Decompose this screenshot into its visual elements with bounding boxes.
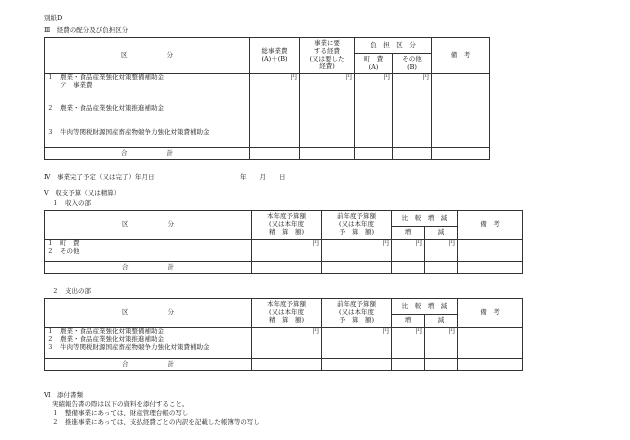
expense-table — [44, 298, 523, 371]
section6-intro: 実績報告書の際は以下の資料を添付すること。 — [52, 400, 189, 408]
unit-yen: 円 — [355, 74, 393, 148]
header-current-budget: 本年度予算額 (又は本年度 精 算 額) — [252, 299, 322, 328]
unit-yen: 円 — [392, 240, 425, 262]
unit-yen: 円 — [300, 74, 355, 148]
header-increase: 増 — [392, 315, 425, 328]
total-cell — [458, 262, 523, 274]
table2-row-items: １ 町 費 ２ その他 — [45, 240, 252, 262]
header-burden: 負 担 区 分 — [355, 38, 432, 54]
remarks-cell — [458, 328, 523, 359]
header-kubun: 区 分 — [45, 299, 252, 328]
unit-yen: 円 — [393, 74, 432, 148]
total-label: 合 計 — [45, 148, 250, 160]
header-previous-budget: 前年度予算額 (又は本年度 予 算 額) — [322, 299, 392, 328]
header-increase: 増 — [392, 227, 425, 240]
section4-date: 年 月 日 — [240, 173, 286, 181]
total-cell — [392, 262, 425, 274]
section6-title: Ⅵ 添付書類 — [44, 391, 84, 399]
section6-item2: ２ 推進事業にあっては、支払経費ごとの内訳を記載した帳簿等の写し — [52, 418, 260, 426]
header-remarks: 備 考 — [432, 38, 490, 74]
header-other: その他 (B) — [393, 54, 432, 74]
header-current-budget: 本年度予算額 (又は本年度 精 算 額) — [252, 211, 322, 240]
unit-yen: 円 — [425, 240, 458, 262]
total-cell — [425, 359, 458, 371]
total-cell — [425, 262, 458, 274]
total-cell — [300, 148, 355, 160]
header-compare: 比 較 増 減 — [392, 211, 458, 227]
total-cell — [393, 148, 432, 160]
header-remarks: 備 考 — [458, 211, 523, 240]
header-compare: 比 較 増 減 — [392, 299, 458, 315]
total-cell — [252, 359, 322, 371]
header-town-cost: 町 費 (A) — [355, 54, 393, 74]
unit-yen: 円 — [252, 240, 322, 262]
unit-yen: 円 — [392, 328, 425, 359]
header-previous-budget: 前年度予算額 (又は本年度 予 算 額) — [322, 211, 392, 240]
section3-title: Ⅲ 経費の配分及び負担区分 — [44, 26, 129, 34]
table3-row-items: １ 農業・食品産業強化対策整備補助金 ２ 農業・食品産業強化対策推進補助金 ３ 牛肉等関税財源国産畜産物競争力強化対策費補助金 — [45, 328, 252, 359]
table1-row-items: １ 農業・食品産業強化対策整備補助金 ア 事業費 ２ 農業・食品産業強化対策推進補助金 ３ 牛肉等関税財源国産畜産物競争力強化対策費補助金 — [45, 74, 250, 148]
income-table — [44, 210, 523, 274]
expense-allocation-table — [44, 37, 490, 160]
remarks-cell — [432, 74, 490, 148]
header-required-cost: 事業に要 する経費 (又は要した 経費) — [300, 38, 355, 74]
unit-yen: 円 — [322, 240, 392, 262]
unit-yen: 円 — [425, 328, 458, 359]
total-cell — [458, 359, 523, 371]
total-cell — [322, 359, 392, 371]
unit-yen: 円 — [250, 74, 300, 148]
header-decrease: 減 — [425, 315, 458, 328]
total-cell — [252, 262, 322, 274]
header-total-cost: 総事業費 (A)＋(B) — [250, 38, 300, 74]
remarks-cell — [458, 240, 523, 262]
total-cell — [392, 359, 425, 371]
form-label: 別紙D — [44, 14, 63, 22]
expense-title: ２ 支出の部 — [52, 287, 91, 295]
header-kubun: 区 分 — [45, 38, 250, 74]
section6-item1: １ 整備事業にあっては、財産管理台帳の写し — [52, 409, 189, 417]
income-title: １ 収入の部 — [52, 199, 91, 207]
total-cell — [432, 148, 490, 160]
unit-yen: 円 — [322, 328, 392, 359]
section4-title: Ⅳ 事業完了予定（又は完了）年月日 — [44, 173, 155, 181]
total-cell — [250, 148, 300, 160]
section5-title: Ⅴ 収支予算（又は精算） — [44, 189, 121, 197]
header-decrease: 減 — [425, 227, 458, 240]
total-label: 合 計 — [45, 359, 252, 371]
header-remarks: 備 考 — [458, 299, 523, 328]
total-label: 合 計 — [45, 262, 252, 274]
header-kubun: 区 分 — [45, 211, 252, 240]
total-cell — [322, 262, 392, 274]
total-cell — [355, 148, 393, 160]
unit-yen: 円 — [252, 328, 322, 359]
